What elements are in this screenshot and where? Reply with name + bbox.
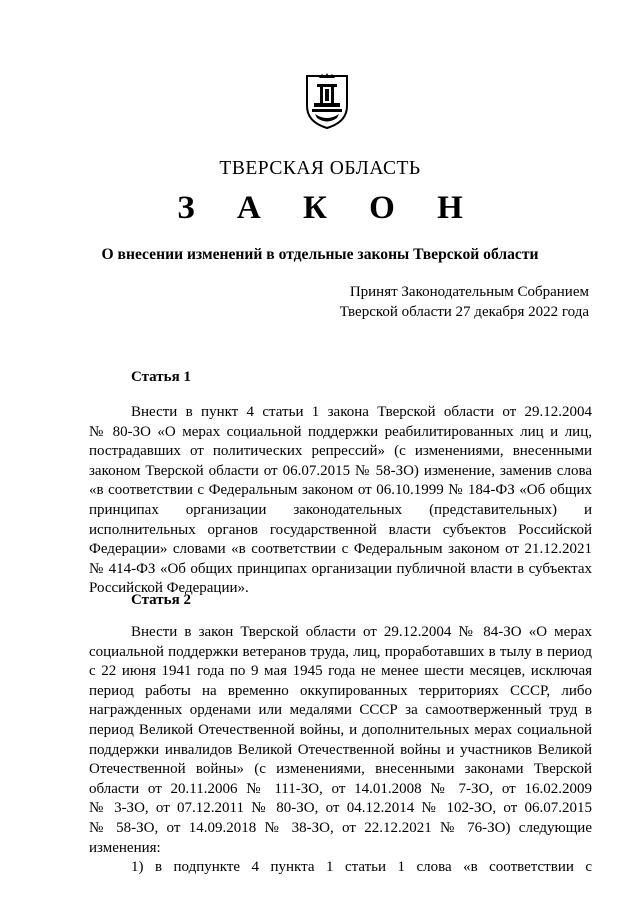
article-1-heading: Статья 1 <box>131 369 191 385</box>
text-line: Российской Федерации». <box>89 580 249 597</box>
text-line: награжденных орденами или медалями СССР за самоотверженный труд в <box>89 702 592 719</box>
text-line: Внести в пункт 4 статьи 1 закона Тверской области от 29.12.2004 <box>131 404 592 420</box>
text-line: Внести в закон Тверской области от 29.12.2004 № 84-ЗО «О мерах <box>131 624 592 640</box>
text-line: период Великой Отечественной войны, и дополнительных мерах социальной <box>89 721 592 738</box>
article-1-text <box>89 403 592 599</box>
text-line: исполнительных органов государственной власти субъектов Российской <box>89 521 592 538</box>
law-title: О внесении изменений в отдельные законы Тверской области <box>101 246 539 263</box>
text-line: принципах организации законодательных (представительных) и <box>89 501 592 518</box>
text-line: № 58-ЗО, от 14.09.2018 № 38-ЗО, от 22.12.2021 № 76-ЗО) следующие <box>89 819 592 836</box>
adoption-line-1: Принят Законодательным Собранием <box>349 284 589 300</box>
text-line: период работы на временно оккупированных территориях СССР, либо <box>89 682 592 699</box>
text-line: поддержки инвалидов Великой Отечественной войны и участников Великой <box>89 741 592 758</box>
adoption-line-2: Тверской области 27 декабря 2022 года <box>339 304 589 320</box>
text-line: Отечественной войны» (с изменениями, внесенными законами Тверской <box>89 761 592 778</box>
document-type: З А К О Н <box>177 190 480 226</box>
text-line: 1) в подпункте 4 пункта 1 статьи 1 слова «в соответствии с <box>131 859 592 876</box>
text-line: с 22 июня 1941 года по 9 мая 1945 года не менее шести месяцев, исключая <box>89 663 592 680</box>
coat-of-arms-icon <box>303 72 351 130</box>
article-2-heading: Статья 2 <box>131 592 191 608</box>
text-line: № 414-ФЗ «Об общих принципах организации публичной власти в субъектах <box>89 560 592 577</box>
text-line: пострадавших от политических репрессий» (с изменениями, внесенными <box>89 443 592 460</box>
text-line: Федерации» словами «в соответствии с Федеральным законом от 21.12.2021 <box>89 541 592 558</box>
text-line: № 80-ЗО «О мерах социальной поддержки реабилитированных лиц и лиц, <box>89 423 592 440</box>
adoption-note <box>340 282 589 322</box>
text-line: № 3-ЗО, от 07.12.2011 № 80-ЗО, от 04.12.2014 № 102-ЗО, от 06.07.2015 <box>89 800 592 817</box>
text-line: социальной поддержки ветеранов труда, лиц, проработавших в тылу в период <box>89 643 592 660</box>
text-line: изменения: <box>89 839 161 856</box>
article-2-text <box>89 623 592 878</box>
region-name: ТВЕРСКАЯ ОБЛАСТЬ <box>219 158 421 179</box>
text-line: области от 20.11.2006 № 111-ЗО, от 14.01.2008 № 7-ЗО, от 16.02.2009 <box>89 780 592 797</box>
text-line: законом Тверской области от 06.07.2015 № 58-ЗО) изменение, заменив слова <box>89 462 592 479</box>
text-line: «в соответствии с Федеральным законом от 06.10.1999 № 184-ФЗ «Об общих <box>89 482 592 499</box>
